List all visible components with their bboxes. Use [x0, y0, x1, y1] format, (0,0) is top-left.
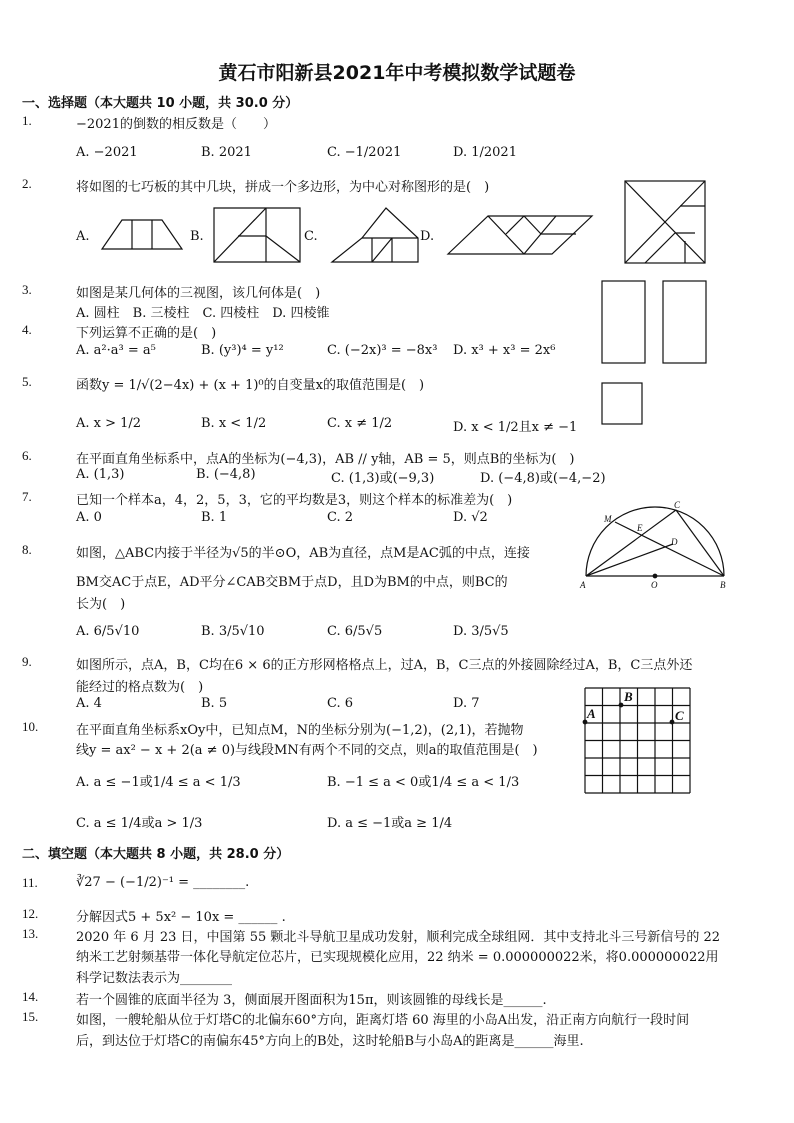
q1-stem: −2021的倒数的相反数是（ ） — [76, 117, 276, 132]
q9-option-c: C. 6 — [327, 696, 354, 711]
label-e: E — [637, 523, 643, 533]
q1-option-d: D. 1/2021 — [453, 145, 517, 160]
q2-number: 2. — [22, 176, 32, 191]
q15-number: 15. — [22, 1009, 39, 1024]
q7-number: 7. — [22, 489, 32, 504]
q12-number: 12. — [22, 906, 39, 921]
q2-option-b: B. — [190, 229, 204, 244]
q8-stem-line3: 长为( ) — [76, 597, 126, 612]
q4-option-b: B. (y³)⁴ = y¹² — [201, 343, 284, 358]
q4-option-d: D. x³ + x³ = 2x⁶ — [453, 343, 556, 358]
label-o: O — [651, 580, 658, 590]
q2-stem: 将如图的七巧板的其中几块，拼成一个多边形，为中心对称图形的是( ) — [76, 180, 490, 195]
q7-option-b: B. 1 — [201, 510, 228, 525]
q10-option-b: B. −1 ≤ a < 0或1/4 ≤ a < 1/3 — [327, 775, 520, 790]
q4-option-c: C. (−2x)³ = −8x³ — [327, 343, 438, 358]
q14-stem: 若一个圆锥的底面半径为 3，侧面展开图面积为15π，则该圆锥的母线长是______. — [76, 993, 547, 1008]
q7-option-d: D. √2 — [453, 510, 488, 525]
q11-stem: ∛27 − (−1/2)⁻¹ = ________. — [76, 875, 250, 890]
q13-stem-line3: 科学记数法表示为________ — [76, 971, 233, 986]
q10-stem-line1: 在平面直角坐标系xOy中，已知点M，N的坐标分别为(−1,2)，(2,1)，若抛物 — [76, 723, 524, 738]
q14-number: 14. — [22, 989, 39, 1004]
q10-option-d: D. a ≤ −1或a ≥ 1/4 — [327, 816, 453, 831]
q13-stem-line2: 纳米工艺射频基带一体化导航定位芯片，已实现规模化应用，22 纳米 = 0.000000022米，将0.000000022用 — [76, 950, 719, 965]
q8-stem-line1: 如图，△ABC内接于半径为√5的半⊙O，AB为直径，点M是AC弧的中点，连接 — [76, 546, 530, 561]
q4-stem: 下列运算不正确的是( ) — [76, 326, 217, 341]
label-m: M — [604, 514, 612, 524]
q13-number: 13. — [22, 926, 39, 941]
q5-option-d: D. x < 1/2且x ≠ −1 — [453, 420, 578, 435]
q6-number: 6. — [22, 448, 32, 463]
q5-option-a: A. x > 1/2 — [76, 416, 142, 431]
q9-option-d: D. 7 — [453, 696, 480, 711]
label-d: D — [671, 537, 678, 547]
q9-stem-line1: 如图所示，点A，B，C均在6 × 6的正方形网格格点上，过A，B，C三点的外接圆除经过A，B，C三点外还 — [76, 658, 693, 673]
q2-figure-a — [100, 218, 184, 250]
q1-option-b: B. 2021 — [201, 145, 252, 160]
q2-figure-b — [212, 206, 302, 264]
q9-option-b: B. 5 — [201, 696, 228, 711]
q10-stem-line2: 线y = ax² − x + 2(a ≠ 0)与线段MN有两个不同的交点，则a的取值范围是( ) — [76, 743, 538, 758]
q1-number: 1. — [22, 113, 32, 128]
q1-option-c: C. −1/2021 — [327, 145, 402, 160]
q8-option-b: B. 3/5√10 — [201, 624, 265, 639]
q5-stem: 函数y = 1/√(2−4x) + (x + 1)⁰的自变量x的取值范围是( ) — [76, 378, 425, 393]
q10-option-a: A. a ≤ −1或1/4 ≤ a < 1/3 — [76, 775, 241, 790]
q5-option-c: C. x ≠ 1/2 — [327, 416, 393, 431]
q1-option-a: A. −2021 — [76, 145, 138, 160]
q10-number: 10. — [22, 719, 39, 734]
grid-label-c: C — [675, 708, 684, 723]
q9-number: 9. — [22, 654, 32, 669]
q8-option-a: A. 6/5√10 — [76, 624, 140, 639]
q11-number: 11. — [22, 875, 38, 890]
section-heading-choice: 一、选择题（本大题共 10 小题，共 30.0 分） — [22, 96, 299, 111]
q15-stem-line2: 后，到达位于灯塔C的南偏东45°方向上的B处，这时轮船B与小岛A的距离是______海里. — [76, 1034, 584, 1049]
q2-option-c: C. — [304, 229, 318, 244]
grid-label-a: A — [587, 706, 596, 721]
q9-stem-line2: 能经过的格点数为( ) — [76, 680, 204, 695]
q2-figure-d — [446, 214, 594, 256]
q2-figure-c — [330, 206, 420, 264]
grid-label-b: B — [624, 689, 633, 704]
q12-stem: 分解因式5 + 5x² − 10x = ______ . — [76, 910, 286, 925]
q13-stem-line1: 2020 年 6 月 23 日，中国第 55 颗北斗导航卫星成功发射，顺利完成全球组网．其中支持北斗三号新信号的 22 — [76, 930, 721, 945]
q6-option-b: B. (−4,8) — [196, 467, 256, 482]
q6-option-d: D. (−4,8)或(−4,−2) — [480, 471, 606, 486]
section-heading-fill: 二、填空题（本大题共 8 小题，共 28.0 分） — [22, 847, 290, 862]
q3-stem: 如图是某几何体的三视图，该几何体是( ) — [76, 286, 321, 301]
q9-option-a: A. 4 — [76, 696, 102, 711]
q3-options: A. 圆柱 B. 三棱柱 C. 四棱柱 D. 四棱锥 — [76, 306, 330, 321]
q8-option-d: D. 3/5√5 — [453, 624, 509, 639]
q4-option-a: A. a²·a³ = a⁵ — [76, 343, 156, 358]
q2-option-d: D. — [420, 229, 435, 244]
q2-option-a: A. — [76, 229, 90, 244]
q8-number: 8. — [22, 542, 32, 557]
q4-number: 4. — [22, 322, 32, 337]
label-b: B — [720, 580, 726, 590]
q5-option-b: B. x < 1/2 — [201, 416, 267, 431]
grid-figure — [584, 687, 692, 793]
semicircle-figure — [578, 500, 728, 592]
q5-number: 5. — [22, 374, 32, 389]
q6-option-c: C. (1,3)或(−9,3) — [331, 471, 435, 486]
label-c: C — [674, 500, 681, 510]
q8-option-c: C. 6/5√5 — [327, 624, 383, 639]
q6-option-a: A. (1,3) — [76, 467, 125, 482]
q7-stem: 已知一个样本a，4，2，5，3，它的平均数是3，则这个样本的标准差为( ) — [76, 493, 513, 508]
q15-stem-line1: 如图，一艘轮船从位于灯塔C的北偏东60°方向，距离灯塔 60 海里的小岛A出发，沿正南方向航行一段时间 — [76, 1013, 690, 1028]
tangram-figure — [624, 180, 706, 264]
page-title: 黄石市阳新县2021年中考模拟数学试题卷 — [218, 62, 576, 84]
q10-option-c: C. a ≤ 1/4或a > 1/3 — [76, 816, 203, 831]
q7-option-c: C. 2 — [327, 510, 354, 525]
q7-option-a: A. 0 — [76, 510, 102, 525]
three-view-figure — [601, 280, 711, 428]
q3-number: 3. — [22, 282, 32, 297]
q6-stem: 在平面直角坐标系中，点A的坐标为(−4,3)，AB // y轴，AB = 5，则点B的坐标为( ) — [76, 452, 575, 467]
label-a: A — [580, 580, 586, 590]
q8-stem-line2: BM交AC于点E，AD平分∠CAB交BM于点D，且D为BM的中点，则BC的 — [76, 575, 508, 590]
